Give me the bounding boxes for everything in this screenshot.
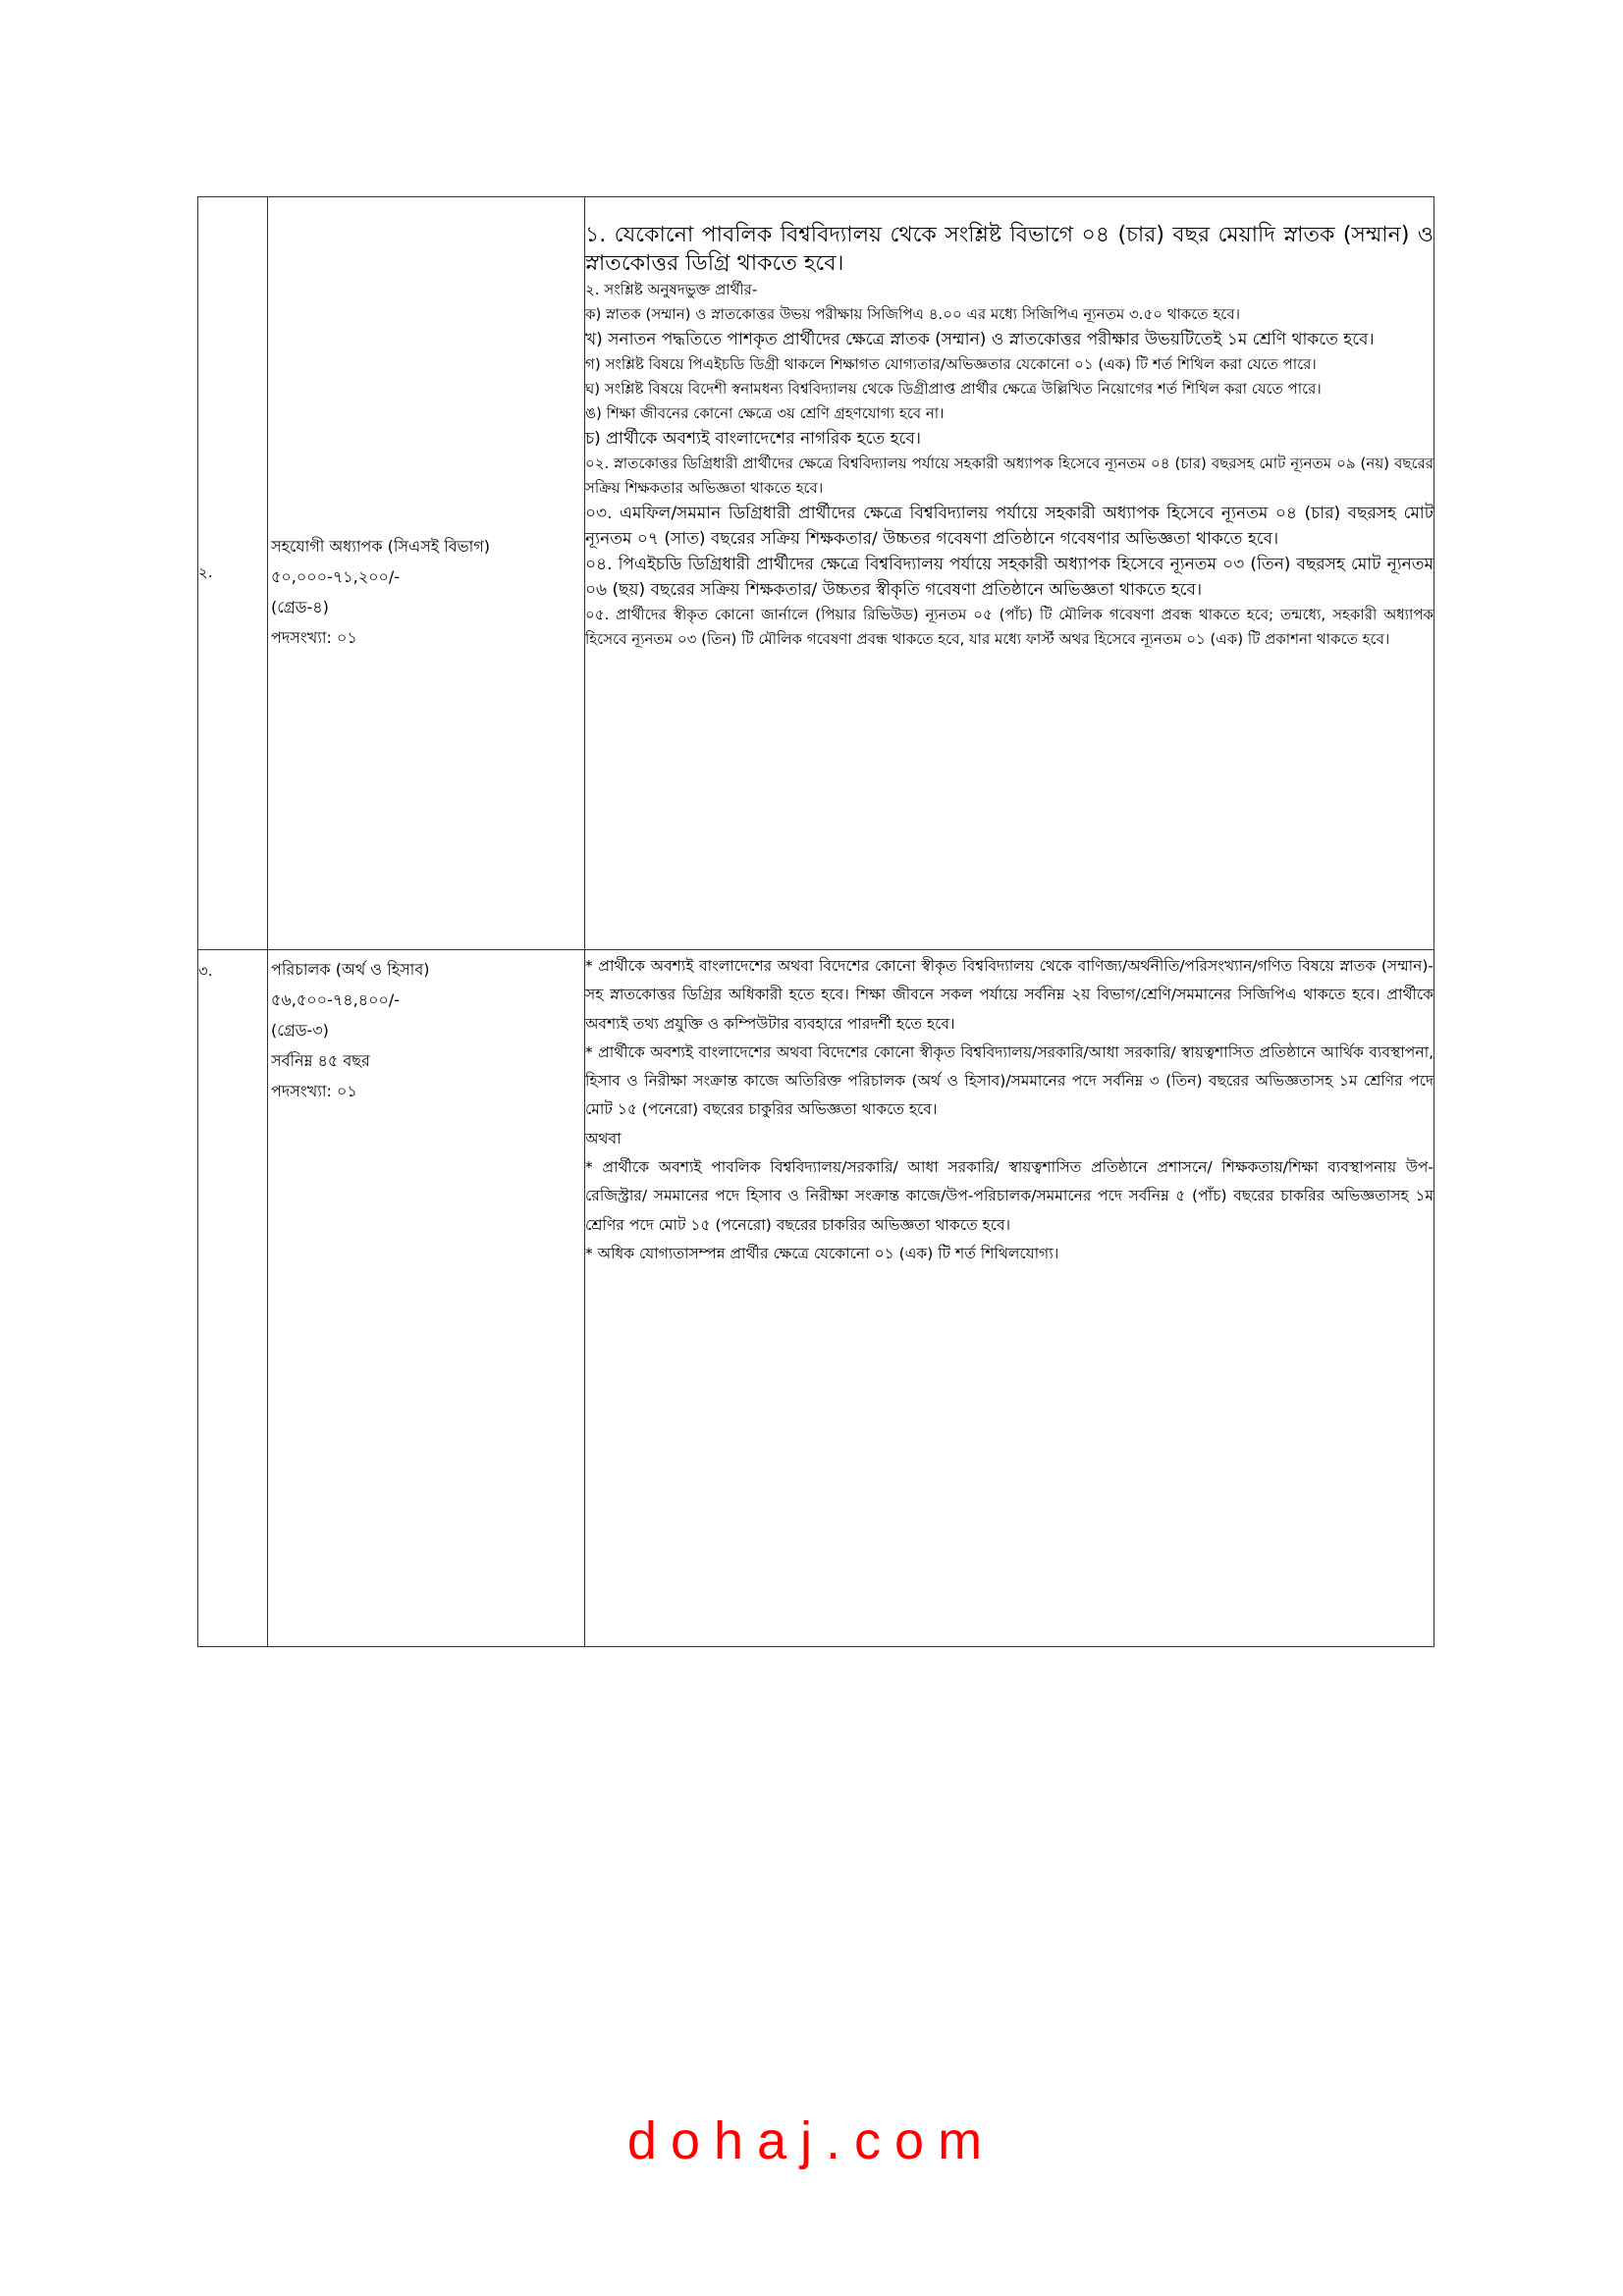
post-info [268, 494, 584, 653]
serial-number: ২. [198, 562, 213, 581]
requirement-item: ১. যেকোনো পাবলিক বিশ্ববিদ্যালয় থেকে সংশ্লিষ্ট বিভাগে ০৪ (চার) বছর মেয়াদি স্নাতক (সম্মান) ও স্নাতকোত্তর ডিগ্রি থাকতে হবে। [585, 223, 1434, 276]
requirement-item: গ) সংশ্লিষ্ট বিষয়ে পিএইচডি ডিগ্রী থাকলে শিক্ষাগত যোগ্যতার/অভিজ্ঞতার যেকোনো ০১ (এক) টি শর্ত শিথিল করা যেতে পারে। [585, 355, 1317, 373]
serial-cell [198, 197, 268, 950]
requirement-item: * অধিক যোগ্যতাসম্পন্ন প্রার্থীর ক্ষেত্রে যেকোনো ০১ (এক) টি শর্ত শিথিলযোগ্য। [585, 1244, 1059, 1262]
job-requirements-table [197, 196, 1434, 1647]
requirement-item: অথবা [585, 1129, 622, 1148]
post-cell [268, 950, 585, 1647]
requirement-item: * প্রার্থীকে অবশ্যই বাংলাদেশের অথবা বিদেশের কোনো স্বীকৃত বিশ্ববিদ্যালয়/সরকারি/আধা সরকারি/ স্বায়ত্বশাসিত প্রতিষ্ঠানে আর্থিক ব্যবস্থাপনা, হিসাব ও নিরীক্ষা সংক্রান্ত কাজে অতিরিক্ত পরিচালক (অর্থ ও হিসাব)/সমমানের পদে সর্বনিম্ন ৩ (তিন) বছরের অভিজ্ঞতাসহ ১ম শ্রেণির পদে মোট ১৫ (পনেরো) বছরের চাকুরির অভিজ্ঞতা থাকতে হবে। [585, 1042, 1434, 1119]
grade: (গ্রেড-৩) [271, 1021, 329, 1040]
requirement-item: ০৪. পিএইচডি ডিগ্রিধারী প্রার্থীদের ক্ষেত্রে বিশ্ববিদ্যালয় পর্যায়ে সহকারী অধ্যাপক হিসেবে ন্যূনতম ০৩ (তিন) বছরসহ মোট ন্যূনতম ০৬ (ছয়) বছরের সক্রিয় শিক্ষকতার/ উচ্চতর স্বীকৃতি গবেষণা প্রতিষ্ঠানে অভিজ্ঞতা থাকতে হবে। [585, 555, 1434, 600]
requirement-item: * প্রার্থীকে অবশ্যই বাংলাদেশের অথবা বিদেশের কোনো স্বীকৃত বিশ্ববিদ্যালয় থেকে বাণিজ্য/অর্থনীতি/পরিসংখ্যান/গণিত বিষয়ে স্নাতক (সম্মান)-সহ স্নাতকোত্তর ডিগ্রির অধিকারী হতে হবে। শিক্ষা জীবনে সকল পর্যায়ে সর্বনিম্ন ২য় বিভাগ/শ্রেণি/সমমানের সিজিপিএ থাকতে হবে। প্রার্থীকে অবশ্যই তথ্য প্রযুক্তি ও কম্পিউটার ব্যবহারে পারদর্শী হতে হবে। [585, 957, 1434, 1033]
post-cell [268, 197, 585, 950]
pay-scale: ৫৬,৫০০-৭৪,৪০০/- [271, 990, 401, 1009]
watermark: dohaj.com [626, 2111, 997, 2170]
requirement-item: ক) স্নাতক (সম্মান) ও স্নাতকোত্তর উভয় পরীক্ষায় সিজিপিএ ৪.০০ এর মধ্যে সিজিপিএ ন্যূনতম ৩.৫০ থাকতে হবে। [585, 305, 1240, 323]
pay-scale: ৫০,০০০-৭১,২০০/- [271, 567, 401, 586]
post-info [268, 950, 584, 1106]
post-title: পরিচালক (অর্থ ও হিসাব) [271, 960, 430, 979]
serial-number: ৩. [198, 962, 213, 980]
requirement-item: খ) সনাতন পদ্ধতিতে পাশকৃত প্রার্থীদের ক্ষেত্রে স্নাতক (সম্মান) ও স্নাতকোত্তর পরীক্ষার উভয়টিতেই ১ম শ্রেণি থাকতে হবে। [585, 330, 1375, 349]
table-row [198, 950, 1434, 1647]
requirement-item: ২. সংশ্লিষ্ট অনুষদভুক্ত প্রার্থীর- [585, 281, 758, 298]
post-count: পদসংখ্যা: ০১ [271, 1082, 357, 1100]
requirement-item: ঙ) শিক্ষা জীবনের কোনো ক্ষেত্রে ৩য় শ্রেণি গ্রহণযোগ্য হবে না। [585, 404, 945, 422]
requirement-item: ০২. স্নাতকোত্তর ডিগ্রিধারী প্রার্থীদের ক্ষেত্রে বিশ্ববিদ্যালয় পর্যায়ে সহকারী অধ্যাপক হিসেবে ন্যূনতম ০৪ (চার) বছরসহ মোট ন্যূনতম ০৯ (নয়) বছরের সক্রিয় শিক্ষকতার অভিজ্ঞতা থাকতে হবে। [585, 454, 1434, 497]
requirements-cell [585, 950, 1434, 1647]
grade: (গ্রেড-৪) [271, 598, 329, 616]
requirement-item: ০৫. প্রার্থীদের স্বীকৃত কোনো জার্নালে (পিয়ার রিভিউড) ন্যূনতম ০৫ (পাঁচ) টি মৌলিক গবেষণা প্রবন্ধ থাকতে হবে; তন্মধ্যে, সহকারী অধ্যাপক হিসেবে ন্যূনতম ০৩ (তিন) টি মৌলিক গবেষণা প্রবন্ধ থাকতে হবে, যার মধ্যে ফার্স্ট অথর হিসেবে ন্যূনতম ০১ (এক) টি প্রকাশনা থাকতে হবে। [585, 606, 1434, 648]
serial-cell [198, 950, 268, 1647]
post-count: পদসংখ্যা: ০১ [271, 628, 357, 647]
requirement-item: চ) প্রার্থীকে অবশ্যই বাংলাদেশের নাগরিক হতে হবে। [585, 429, 921, 449]
requirement-item: ঘ) সংশ্লিষ্ট বিষয়ে বিদেশী স্বনামধন্য বিশ্ববিদ্যালয় থেকে ডিগ্রীপ্রাপ্ত প্রার্থীর ক্ষেত্রে উল্লিখিত নিয়োগের শর্ত শিথিল করা যেতে পারে। [585, 380, 1322, 398]
requirement-item: * প্রার্থীকে অবশ্যই পাবলিক বিশ্ববিদ্যালয়/সরকারি/ আধা সরকারি/ স্বায়ত্বশাসিত প্রতিষ্ঠানে প্রশাসনে/ শিক্ষকতায়/শিক্ষা ব্যবস্থাপনায় উপ-রেজিস্ট্রার/ সমমানের পদে হিসাব ও নিরীক্ষা সংক্রান্ত কাজে/উপ-পরিচালক/সমমানের পদে সর্বনিম্ন ৫ (পাঁচ) বছরের চাকরির অভিজ্ঞতাসহ ১ম শ্রেণির পদে মোট ১৫ (পনেরো) বছরের চাকরির অভিজ্ঞতা থাকতে হবে। [585, 1158, 1434, 1234]
minimum-age: সর্বনিম্ন ৪৫ বছর [271, 1051, 370, 1070]
requirement-item: ০৩. এমফিল/সমমান ডিগ্রিধারী প্রার্থীদের ক্ষেত্রে বিশ্ববিদ্যালয় পর্যায়ে সহকারী অধ্যাপক হিসেবে ন্যূনতম ০৪ (চার) বছরসহ মোট ন্যূনতম ০৭ (সাত) বছরের সক্রিয় শিক্ষকতার/ উচ্চতর গবেষণা প্রতিষ্ঠানে গবেষণার অভিজ্ঞতা থাকতে হবে। [585, 504, 1434, 549]
post-title: সহযোগী অধ্যাপক (সিএসই বিভাগ) [271, 537, 490, 556]
table-row [198, 197, 1434, 950]
requirements-cell [585, 197, 1434, 950]
